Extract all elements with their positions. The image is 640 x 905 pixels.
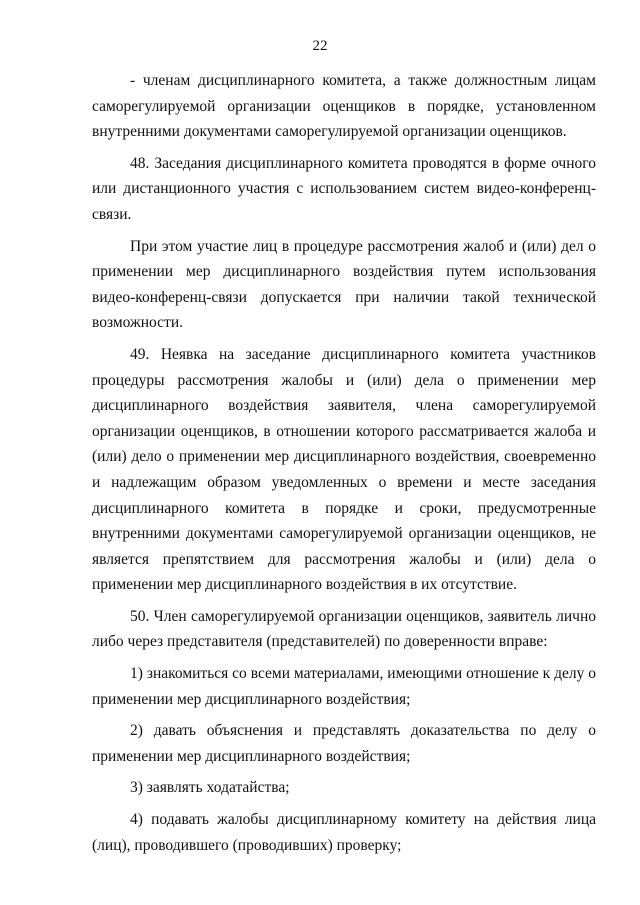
document-body (92, 68, 596, 864)
paragraph-48: 48. Заседания дисциплинарного комитета проводятся в форме очного или дистанционного участия с использованием систем видео-конференц-связи. (92, 154, 596, 223)
paragraph-49: 49. Неявка на заседание дисциплинарного комитета участников процедуры рассмотрения жалобы и (или) дела о применении мер дисциплинарного воздействия заявителя, члена саморегулируемой организации оценщиков, в отношении которого рассматривается жалоба и (или) дело о применении мер дисциплинарного воздействия, своевременно и надлежащим образом уведомленных о времени и месте заседания дисциплинарного комитета в порядке и сроки, предусмотренные внутренними документами саморегулируемой организации оценщиков, не является препятствием для рассмотрения жалобы и (или) дела о применении мер дисциплинарного воздействия в их отсутствие. (92, 345, 596, 594)
paragraph-50-item-3: 3) заявлять ходатайства; (130, 779, 290, 797)
paragraph-50-item-1: 1) знакомиться со всеми материалами, имеющими отношение к делу о применении мер дисциплинарного воздействия; (92, 665, 596, 708)
paragraph-continuation: - членам дисциплинарного комитета, а также должностным лицам саморегулируемой организации оценщиков в порядке, установленном внутренними документами саморегулируемой организации оценщиков. (92, 72, 596, 141)
paragraph-48-note: При этом участие лиц в процедуре рассмотрения жалоб и (или) дел о применении мер дисциплинарного воздействия путем использования видео-конференц-связи допускается при наличии такой технической возможности. (92, 237, 596, 332)
paragraph-50-item-2: 2) давать объяснения и представлять доказательства по делу о применении мер дисциплинарного воздействия; (92, 722, 596, 765)
page-number: 22 (312, 38, 328, 54)
paragraph-50: 50. Член саморегулируемой организации оценщиков, заявитель лично либо через представителя (представителей) по доверенности вправе: (92, 607, 596, 651)
paragraph-50-item-4: 4) подавать жалобы дисциплинарному комитету на действия лица (лиц), проводившего (проводивших) проверку; (92, 811, 596, 854)
